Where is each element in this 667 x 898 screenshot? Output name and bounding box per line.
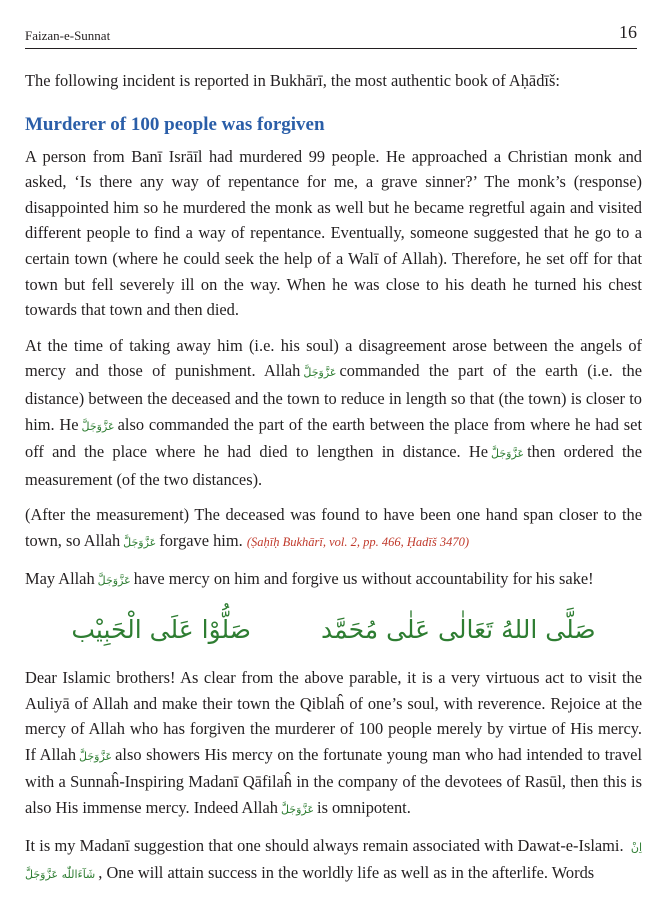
- hadith-citation: (Ṣaḥīḥ Bukhārī, vol. 2, pp. 466, Ḥadīš 3470): [246, 534, 470, 549]
- salawat-call: صَلُّوْا عَلَی الْحَبِيْب: [71, 614, 252, 644]
- text-run: is omnipotent.: [317, 798, 411, 818]
- text-run: , One will attain success in the worldly life as well as in the afterlife. Words: [98, 863, 595, 883]
- text-run: also showers His mercy on the fortunate young man who had intended to travel with a Sunnaĥ-Inspiring Madanī Qāfilaĥ in the company of the devotees of Rasūl, then this is also His immense mercy. Indeed Allah: [25, 744, 643, 818]
- salawat-line: [25, 603, 642, 655]
- page-content: [25, 68, 642, 898]
- salawat-response: صَلَّى اللهُ تَعَالٰى عَلٰى مُحَمَّد: [321, 614, 596, 644]
- reflection-paragraph: [25, 665, 642, 823]
- azza-wajal-honorific: عَزَّوَجَلَّ: [79, 749, 113, 763]
- text-run: commanded the part of the earth (i.e. the distance) between the deceased and the town to reduce in length so that (the town) is closer to him. He: [25, 361, 642, 434]
- text-run: then ordered the measurement (of the two distances).: [25, 442, 642, 489]
- text-run: forgave him.: [159, 530, 243, 550]
- azza-wajal-honorific: عَزَّوَجَلَّ: [491, 447, 525, 461]
- text-run: May Allah: [25, 568, 95, 588]
- azza-wajal-honorific: عَزَّوَجَلَّ: [81, 419, 115, 433]
- text-run: Dear Islamic brothers! As clear from the above parable, it is a very virtuous act to visit the Auliyā of Allah and make their town the Qiblaĥ of one’s soul, with reverence. Rejoice at the mercy of Allah who has forgiven the murderer of 100 people merely by virtue of His mercy. If Allah: [25, 668, 642, 764]
- text-run: (After the measurement) The deceased was found to have been one hand span closer to the town, so Allah: [25, 505, 642, 550]
- azza-wajal-honorific: عَزَّوَجَلَّ: [303, 366, 337, 380]
- measurement-paragraph: [25, 502, 642, 555]
- page-number: 16: [619, 22, 637, 42]
- page-header: [25, 22, 637, 49]
- intro-paragraph: The following incident is reported in Bukhārī, the most authentic book of Aḥādīš:: [25, 71, 560, 90]
- azza-wajal-honorific: عَزَّوَجَلَّ: [123, 535, 157, 549]
- azza-wajal-honorific: عَزَّوَجَلَّ: [97, 573, 131, 587]
- text-run: have mercy on him and forgive us without accountability for his sake!: [133, 568, 594, 588]
- story-paragraph: A person from Banī Isrāīl had murdered 99 people. He approached a Christian monk and asked, ‘Is there any way of repentance for me, a grave sinner?’ The monk’s (response) disappointed him so he murdered the monk as well but he became regretful again and visited different people to find a way of repentance. Eventually, someone suggested that he go to a certain town (where he could seek the help of a Walī of Allah). Therefore, he set off for that town but fell severely ill on the way. When he was close to his death he turned his chest towards that town and then died.: [25, 146, 642, 320]
- running-title: Faizan-e-Sunnat: [25, 28, 111, 43]
- text-run: also commanded the part of the earth between the place from where he had set off and the place where he had died to lengthen in distance. He: [25, 414, 642, 462]
- text-run: It is my Madanī suggestion that one should always remain associated with Dawat-e-Islami.: [25, 835, 624, 855]
- angels-paragraph: [25, 333, 642, 493]
- section-heading: Murderer of 100 people was forgiven: [25, 113, 325, 135]
- inshallah-phrase: اِنْ شَآءَاللّٰه عَزَّوَجَلَّ: [25, 840, 642, 882]
- azza-wajal-honorific: عَزَّوَجَلَّ: [280, 803, 315, 817]
- prayer-paragraph: [25, 566, 642, 594]
- text-run: At the time of taking away him (i.e. his soul) a disagreement arose between the angels of mercy and those of punishment. Allah: [25, 335, 642, 381]
